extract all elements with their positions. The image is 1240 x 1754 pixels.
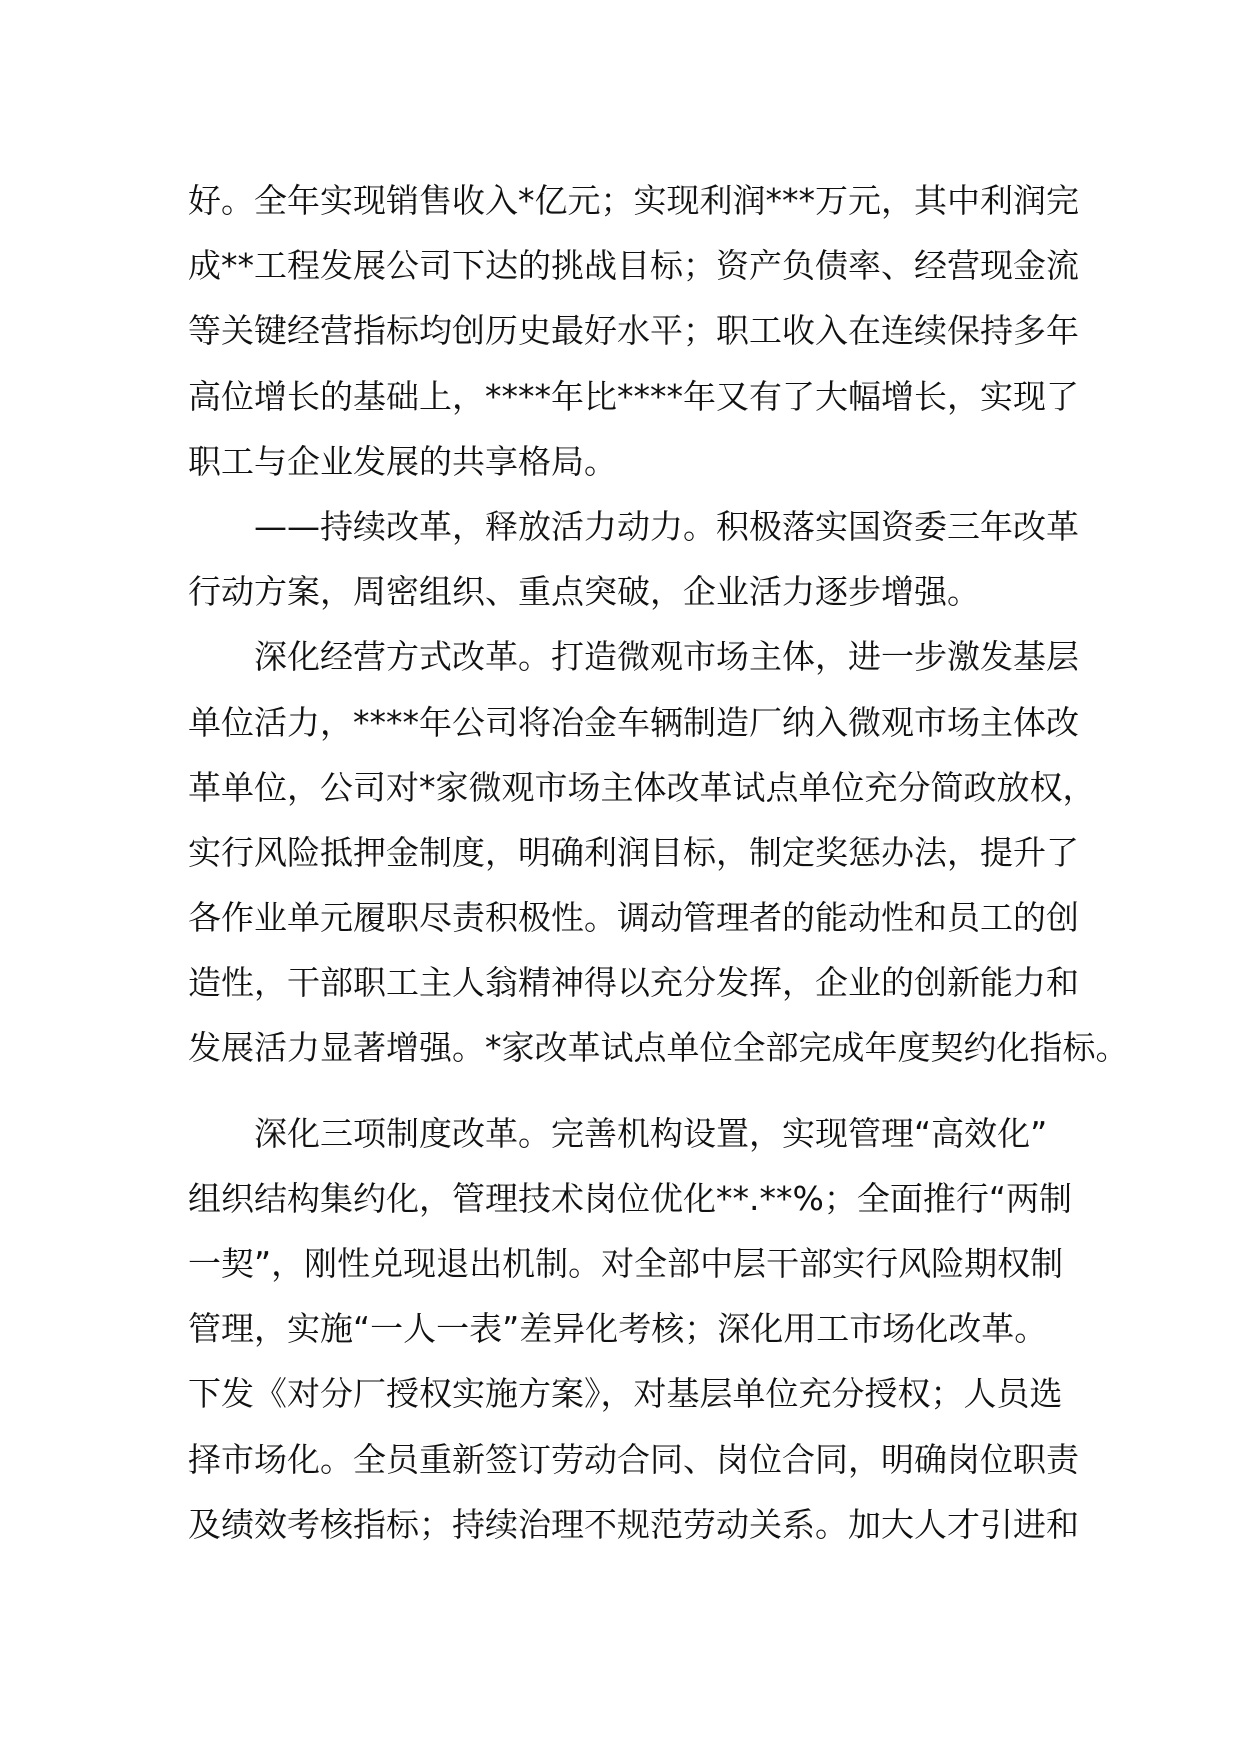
text-line: 单位活力，****年公司将冶金车辆制造厂纳入微观市场主体改 bbox=[188, 702, 1079, 742]
paragraph-business-mode-reform bbox=[188, 624, 1129, 1080]
text-line: 实行风险抵押金制度，明确利润目标，制定奖惩办法，提升了 bbox=[188, 832, 1079, 872]
text-line: 革单位，公司对*家微观市场主体改革试点单位充分简政放权， bbox=[188, 767, 1096, 807]
text-line: 管理，实施“一人一表”差异化考核；深化用工市场化改革。 bbox=[188, 1309, 1048, 1349]
text-line: 好。全年实现销售收入*亿元；实现利润***万元，其中利润完 bbox=[188, 181, 1079, 220]
text-line: 职工与企业发展的共享格局。 bbox=[188, 441, 617, 481]
document-body bbox=[188, 168, 1129, 1557]
text-line: 及绩效考核指标；持续治理不规范劳动关系。加大人才引进和 bbox=[188, 1504, 1079, 1544]
text-line: 发展活力显著增强。*家改革试点单位全部完成年度契约化指标。 bbox=[188, 1028, 1129, 1068]
text-line: ——持续改革，释放活力动力。积极落实国资委三年改革 bbox=[254, 506, 1079, 546]
text-line: 下发《对分厂授权实施方案》，对基层单位充分授权；人员选 bbox=[188, 1374, 1063, 1414]
text-line: 行动方案，周密组织、重点突破，企业活力逐步增强。 bbox=[188, 572, 980, 612]
text-line: 等关键经营指标均创历史最好水平；职工收入在连续保持多年 bbox=[188, 311, 1079, 351]
text-line: 高位增长的基础上，****年比****年又有了大幅增长，实现了 bbox=[188, 376, 1079, 416]
paragraph-three-systems-reform bbox=[188, 1101, 1088, 1557]
text-line: 成**工程发展公司下达的挑战目标；资产负债率、经营现金流 bbox=[188, 246, 1079, 286]
paragraph-continuation bbox=[188, 168, 1088, 494]
text-line: 深化三项制度改革。完善机构设置，实现管理“高效化” bbox=[254, 1113, 1048, 1153]
text-line: 各作业单元履职尽责积极性。调动管理者的能动性和员工的创 bbox=[188, 898, 1079, 938]
text-line: 一契”，刚性兑现退出机制。对全部中层干部实行风险期权制 bbox=[188, 1244, 1064, 1283]
text-line: 组织结构集约化，管理技术岗位优化**.**%；全面推行“两制 bbox=[188, 1178, 1072, 1218]
text-line: 深化经营方式改革。打造微观市场主体，进一步激发基层 bbox=[254, 637, 1079, 677]
paragraph-reform-heading bbox=[188, 494, 1088, 624]
text-line: 择市场化。全员重新签订劳动合同、岗位合同，明确岗位职责 bbox=[188, 1439, 1079, 1479]
text-line: 造性，干部职工主人翁精神得以充分发挥，企业的创新能力和 bbox=[188, 963, 1079, 1003]
